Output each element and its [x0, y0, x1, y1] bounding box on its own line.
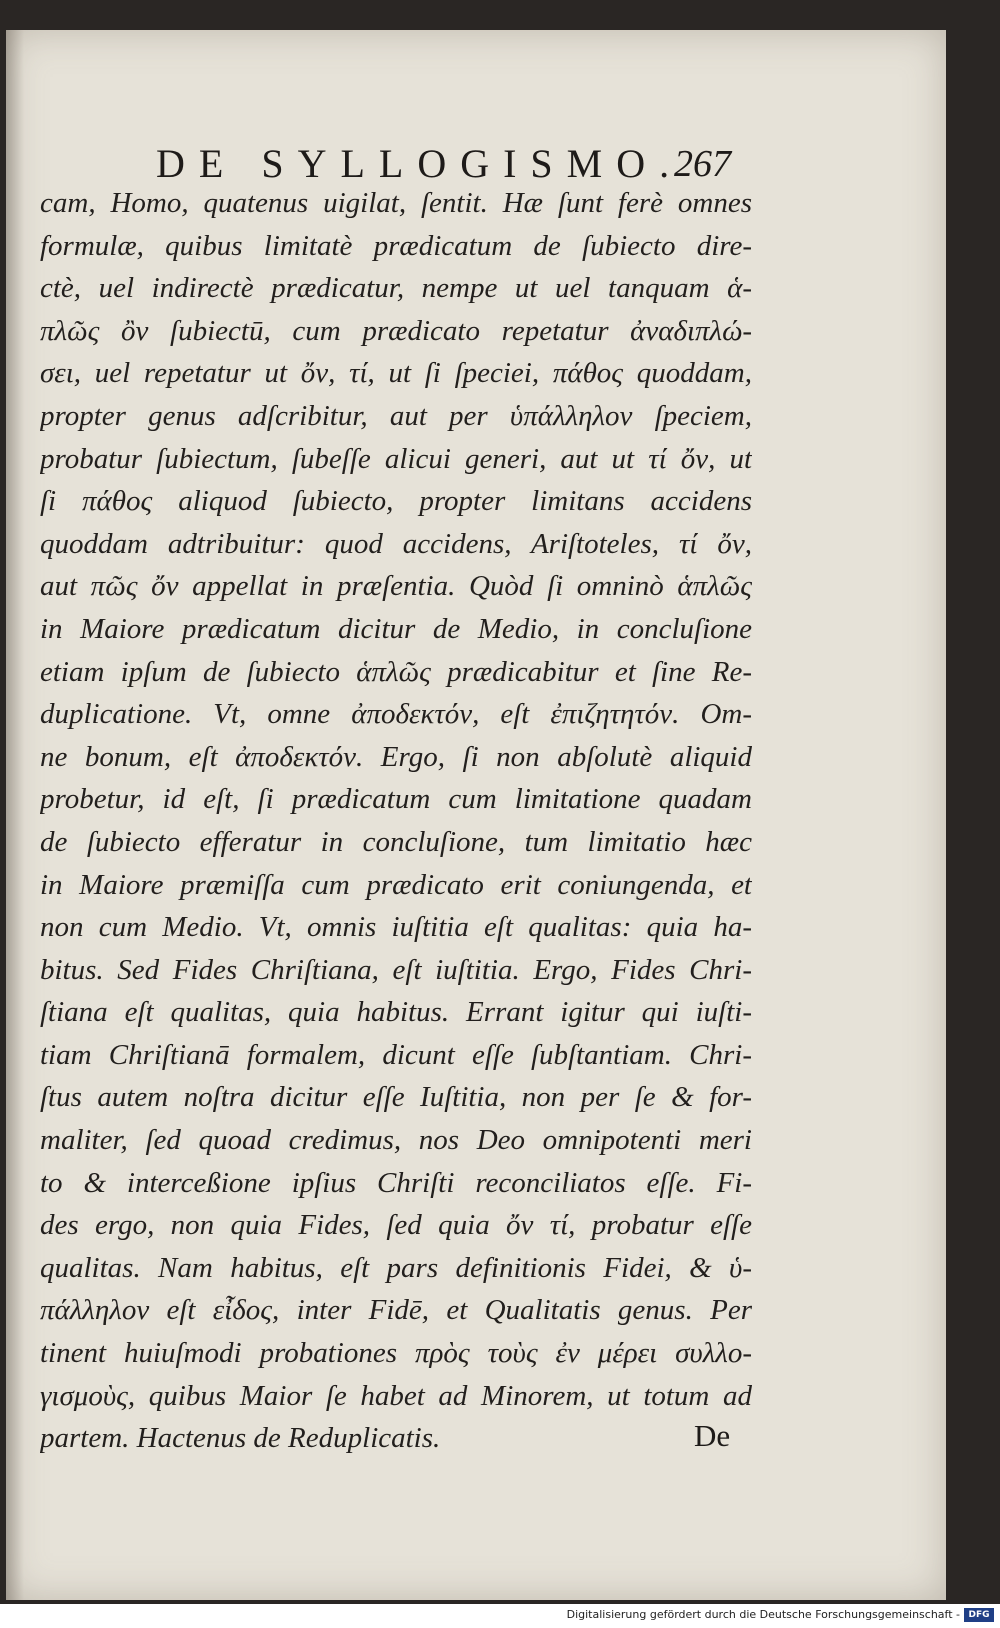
- text-line: probetur, id eſt, ſi prædicatum cum limitatione quadam: [40, 783, 752, 816]
- page-number: 267: [674, 143, 731, 185]
- text-line: ſi πάθος aliquod ſubiecto, propter limitans accidens: [40, 485, 752, 518]
- text-line: γισμοὺς, quibus Maior ſe habet ad Minorem, ut totum ad: [40, 1379, 752, 1412]
- text-line: propter genus adſcribitur, aut per ὑπάλληλον ſpeciem,: [40, 399, 752, 432]
- text-line: tiam Chriſtianā formalem, dicunt eſſe ſubſtantiam. Chri-: [40, 1038, 752, 1071]
- catchword: De: [694, 1418, 731, 1453]
- text-line: in Maiore præmiſſa cum prædicato erit coniungenda, et: [40, 868, 752, 901]
- text-line: ctè, uel indirectè prædicatur, nempe ut uel tanquam ἁ-: [40, 272, 752, 305]
- text-line: qualitas. Nam habitus, eſt pars definitionis Fidei, & ὑ-: [40, 1251, 752, 1284]
- text-line: maliter, ſed quoad credimus, nos Deo omnipotenti meri: [40, 1124, 752, 1157]
- text-line: non cum Medio. Vt, omnis iuſtitia eſt qualitas: quia ha-: [40, 911, 752, 944]
- page-gutter-shadow: [6, 30, 24, 1600]
- text-line: bitus. Sed Fides Chriſtiana, eſt iuſtitia. Ergo, Fides Chri-: [40, 953, 752, 986]
- text-line: partem. Hactenus de Reduplicatis.: [40, 1422, 441, 1455]
- text-line: quoddam adtribuitur: quod accidens, Ariſtoteles, τί ὄν,: [40, 527, 752, 560]
- text-line: duplicatione. Vt, omne ἀποδεκτόν, eſt ἐπιζητητόν. Om-: [40, 698, 752, 731]
- text-line: in Maiore prædicatum dicitur de Medio, in concluſione: [40, 612, 752, 645]
- dfg-logo: DFG: [964, 1608, 994, 1622]
- text-line: ſtus autem noſtra dicitur eſſe Iuſtitia, non per ſe & for-: [40, 1081, 752, 1114]
- text-line: etiam ipſum de ſubiecto ἁπλῶς prædicabitur et ſine Re-: [40, 655, 752, 688]
- running-title: DE SYLLOGISMO.: [156, 141, 684, 186]
- text-line: πάλληλον eſt εἶδος, inter Fidē, et Qualitatis genus. Per: [40, 1294, 752, 1327]
- text-line: probatur ſubiectum, ſubeſſe alicui generi, aut ut τί ὄν, ut: [40, 442, 752, 475]
- text-line: to & interceßione ipſius Chriſti reconciliatos eſſe. Fi-: [40, 1166, 752, 1199]
- text-line: ſtiana eſt qualitas, quia habitus. Errant igitur qui iuſti-: [40, 996, 752, 1029]
- text-line: ne bonum, eſt ἀποδεκτόν. Ergo, ſi non abſolutè aliquid: [40, 740, 752, 773]
- text-line: σει, uel repetatur ut ὄν, τί, ut ſi ſpeciei, πάθος quoddam,: [40, 357, 752, 390]
- book-page: [6, 30, 946, 1600]
- text-line: des ergo, non quia Fides, ſed quia ὄν τί, probatur eſſe: [40, 1209, 752, 1242]
- text-line: cam, Homo, quatenus uigilat, ſentit. Hæ ſunt ferè omnes: [40, 187, 752, 219]
- body-text: [40, 182, 752, 1460]
- text-line: tinent huiuſmodi probationes πρὸς τοὺς ἐν μέρει συλλο-: [40, 1337, 752, 1370]
- text-line: πλῶς ὂν ſubiectū, cum prædicato repetatur ἀναδιπλώ-: [40, 314, 752, 347]
- digitization-footer: [0, 1604, 1000, 1628]
- text-line: formulæ, quibus limitatè prædicatum de ſubiecto dire-: [40, 229, 752, 262]
- text-line: de ſubiecto efferatur in concluſione, tum limitatio hæc: [40, 825, 752, 858]
- funding-credit: Digitalisierung gefördert durch die Deutsche Forschungsgemeinschaft -: [566, 1608, 960, 1621]
- text-line: aut πῶς ὄν appellat in præſentia. Quòd ſi omninò ἁπλῶς: [40, 570, 752, 603]
